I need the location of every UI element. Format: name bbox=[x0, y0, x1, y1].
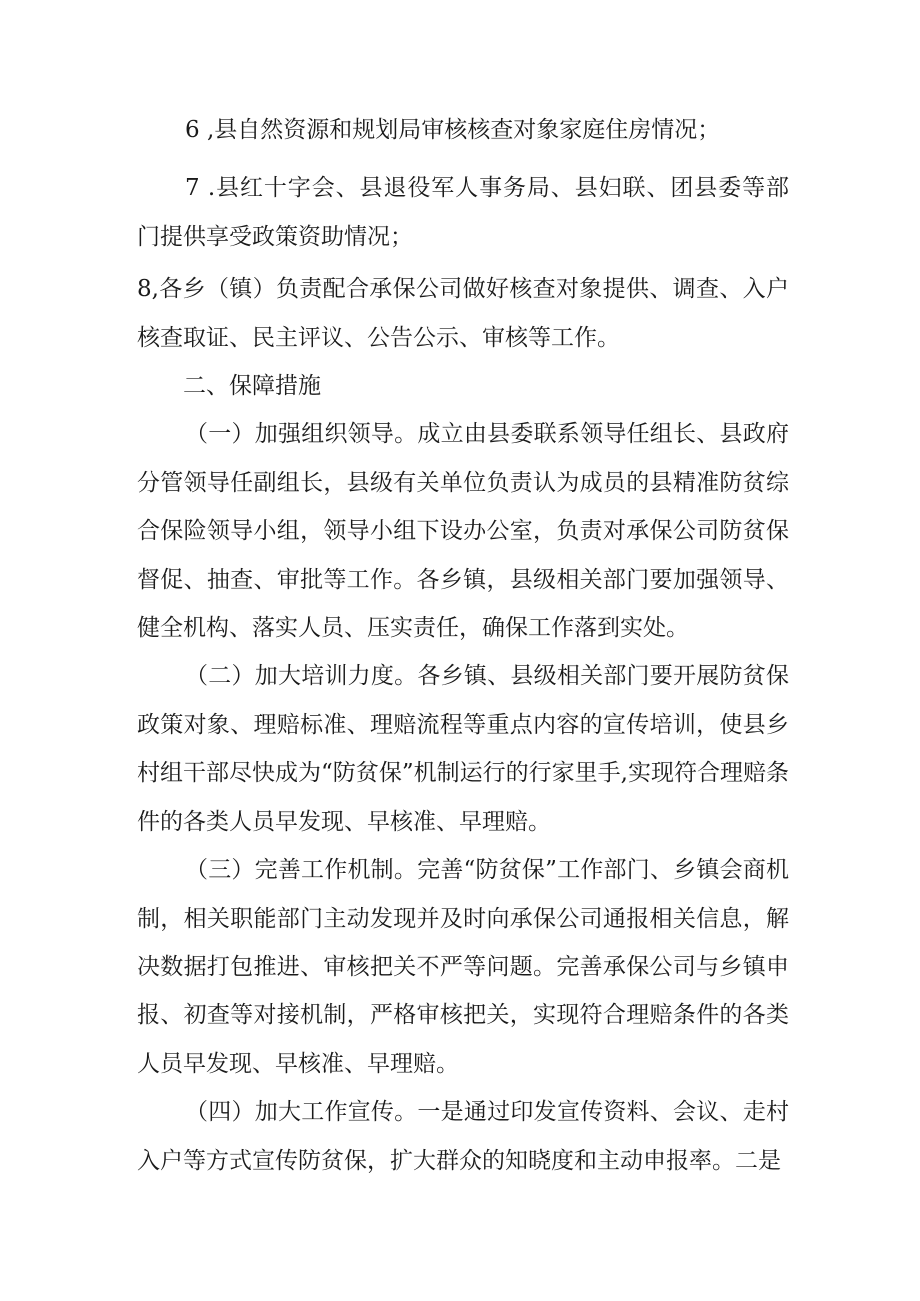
section-heading-measures: 二、保障措施 bbox=[183, 373, 321, 400]
paragraph-item-6: 6 ,县自然资源和规划局审核核查对象家庭住房情况； bbox=[185, 117, 721, 143]
paragraph-item-7: 7 .县红十字会、县退役军人事务局、县妇联、团县委等部门提供享受政策资助情况； bbox=[137, 175, 789, 250]
paragraph-training: （二）加大培训力度。各乡镇、县级相关部门要开展防贫保政策对象、理赔标准、理赔流程等重点内容的宣传培训，使县乡村组干部尽快成为“防贫保”机制运行的行家里手,实现符合理赔条件的各类人员早发现、早核准、早理赔。 bbox=[137, 663, 789, 835]
document-body bbox=[137, 106, 789, 1185]
paragraph-mechanism: （三）完善工作机制。完善“防贫保”工作部门、乡镇会商机制，相关职能部门主动发现并及时向承保公司通报相关信息，解决数据打包推进、审核把关不严等问题。完善承保公司与乡镇申报、初查等对接机制，严格审核把关，实现符合理赔条件的各类人员早发现、早核准、早理赔。 bbox=[137, 857, 789, 1077]
paragraph-organization: （一）加强组织领导。成立由县委联系领导任组长、县政府分管领导任副组长，县级有关单位负责认为成员的县精准防贫综合保险领导小组，领导小组下设办公室，负责对承保公司防贫保督促、抽查、审批等工作。各乡镇，县级相关部门要加强领导、健全机构、落实人员、压实责任，确保工作落到实处。 bbox=[137, 421, 789, 642]
paragraph-item-8: 8,各乡（镇）负责配合承保公司做好核查对象提供、调查、入户核查取证、民主评议、公告公示、审核等工作。 bbox=[137, 276, 789, 351]
paragraph-publicity: （四）加大工作宣传。一是通过印发宣传资料、会议、走村入户等方式宣传防贫保，扩大群众的知晓度和主动申报率。二是 bbox=[137, 1099, 789, 1174]
